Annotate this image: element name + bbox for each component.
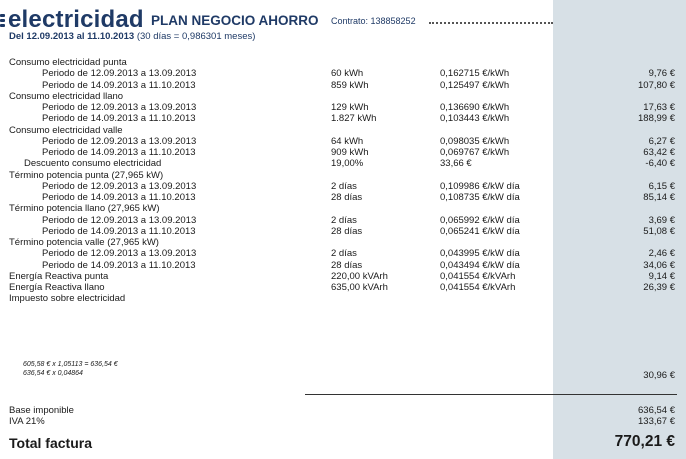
invoice-line — [0, 226, 686, 237]
line-amount: 9,14 € — [648, 270, 675, 282]
line-label: Consumo electricidad punta — [9, 57, 127, 68]
line-unit-price: 0,136690 €/kWh — [440, 102, 510, 113]
line-amount: 6,15 € — [648, 180, 675, 192]
page-title: electricidad — [8, 6, 144, 33]
invoice-line — [0, 215, 686, 226]
line-label: Consumo electricidad llano — [9, 90, 124, 102]
line-amount: 51,08 € — [643, 225, 675, 237]
line-unit-price: 33,66 € — [440, 158, 472, 170]
line-quantity: 859 kWh — [331, 79, 369, 91]
invoice-line — [0, 113, 686, 124]
base-imponible-label: Base imponible — [9, 405, 74, 416]
line-label: Descuento consumo electricidad — [24, 158, 162, 170]
tax-amount: 30,96 € — [643, 370, 675, 381]
line-label: Periodo de 12.09.2013 a 13.09.2013 — [42, 68, 197, 80]
line-unit-price: 0,125497 €/kWh — [440, 79, 510, 91]
line-unit-price: 0,103443 €/kWh — [440, 113, 510, 125]
invoice-line — [0, 102, 686, 113]
line-label: Periodo de 14.09.2013 a 11.10.2013 — [42, 259, 196, 271]
line-unit-price: 0,098035 €/kWh — [440, 135, 510, 147]
invoice-line — [0, 181, 686, 192]
line-amount: 2,46 € — [648, 248, 675, 260]
line-label: Periodo de 12.09.2013 a 13.09.2013 — [42, 180, 197, 192]
tax-amount-row — [0, 370, 686, 381]
line-unit-price: 0,109986 €/kW día — [440, 180, 520, 192]
line-quantity: 129 kWh — [331, 102, 369, 113]
invoice-line — [0, 293, 686, 304]
line-quantity: 2 días — [331, 214, 357, 226]
invoice-line — [0, 260, 686, 271]
invoice-line — [0, 192, 686, 203]
line-unit-price: 0,043494 €/kW día — [440, 259, 520, 271]
invoice-line — [0, 271, 686, 282]
line-amount: 188,99 € — [638, 113, 675, 125]
line-label: Energía Reactiva punta — [9, 270, 109, 282]
line-label: Periodo de 14.09.2013 a 11.10.2013 — [42, 113, 196, 125]
line-unit-price: 0,162715 €/kWh — [440, 68, 510, 80]
brand-mark-icon — [0, 14, 7, 28]
line-label: Periodo de 14.09.2013 a 11.10.2013 — [42, 225, 196, 237]
line-quantity: 909 kWh — [331, 147, 369, 158]
tax-formula-2: 636,54 € x 0,04864 — [23, 370, 83, 377]
total-label: Total factura — [9, 435, 92, 451]
line-unit-price: 0,043995 €/kW día — [440, 248, 520, 260]
line-label: Impuesto sobre electricidad — [9, 293, 126, 305]
invoice-line — [0, 57, 686, 68]
line-label: Periodo de 14.09.2013 a 11.10.2013 — [42, 192, 196, 203]
iva-value: 133,67 € — [638, 416, 675, 427]
invoice-line — [0, 125, 686, 136]
line-amount: 17,63 € — [643, 102, 675, 113]
invoice-line — [0, 80, 686, 91]
line-quantity: 64 kWh — [331, 135, 364, 147]
line-quantity: 19,00% — [331, 158, 364, 170]
line-quantity: 635,00 kVArh — [331, 282, 388, 293]
invoice-line — [0, 237, 686, 248]
line-quantity: 2 días — [331, 180, 357, 192]
line-amount: 34,06 € — [643, 259, 675, 271]
invoice-line — [0, 136, 686, 147]
invoice-line — [0, 158, 686, 169]
line-quantity: 60 kWh — [331, 68, 364, 80]
invoice-line — [0, 147, 686, 158]
line-unit-price: 0,069767 €/kWh — [440, 147, 510, 158]
line-amount: 85,14 € — [643, 192, 675, 203]
dotted-leader — [429, 22, 553, 24]
invoice-line — [0, 91, 686, 102]
total-row — [0, 432, 686, 452]
line-unit-price: 0,065992 €/kW día — [440, 214, 520, 226]
invoice-line — [0, 68, 686, 79]
line-label: Periodo de 14.09.2013 a 11.10.2013 — [42, 147, 196, 158]
line-label: Periodo de 12.09.2013 a 13.09.2013 — [42, 102, 197, 113]
line-amount: 3,69 € — [648, 214, 675, 226]
billing-period — [9, 31, 255, 42]
line-quantity: 220,00 kVArh — [331, 270, 388, 282]
line-quantity: 28 días — [331, 259, 363, 271]
line-label: Periodo de 12.09.2013 a 13.09.2013 — [42, 135, 197, 147]
invoice-line — [0, 282, 686, 293]
line-unit-price: 0,065241 €/kW día — [440, 225, 520, 237]
iva-row — [0, 416, 686, 427]
line-label: Término potencia llano (27,965 kW) — [9, 203, 160, 215]
line-amount: 107,80 € — [638, 79, 675, 91]
line-label: Periodo de 12.09.2013 a 13.09.2013 — [42, 248, 197, 260]
iva-label: IVA 21% — [9, 416, 45, 427]
line-label: Consumo electricidad valle — [9, 124, 123, 136]
line-quantity: 28 días — [331, 192, 363, 203]
line-amount: 6,27 € — [648, 135, 675, 147]
billing-period-dates: Del 12.09.2013 al 11.10.2013 — [9, 31, 135, 42]
billing-period-days: (30 días = 0,986301 meses) — [134, 31, 256, 42]
line-label: Periodo de 12.09.2013 a 13.09.2013 — [42, 214, 197, 226]
invoice-line — [0, 203, 686, 214]
line-label: Periodo de 14.09.2013 a 11.10.2013 — [42, 79, 196, 91]
plan-name: PLAN NEGOCIO AHORRO — [151, 13, 319, 28]
line-quantity: 2 días — [331, 248, 357, 260]
contract-number: Contrato: 138858252 — [331, 16, 416, 26]
base-imponible-row — [0, 405, 686, 416]
line-amount: 9,76 € — [648, 68, 675, 80]
line-label: Término potencia valle (27,965 kW) — [9, 237, 159, 248]
base-imponible-value: 636,54 € — [638, 405, 675, 416]
total-value: 770,21 € — [614, 433, 675, 450]
invoice-header — [0, 6, 686, 46]
invoice-line — [0, 170, 686, 181]
line-quantity: 1.827 kWh — [331, 113, 377, 125]
invoice-line — [0, 248, 686, 259]
summary-divider — [305, 394, 677, 395]
line-unit-price: 0,041554 €/kVArh — [440, 282, 516, 293]
line-quantity: 28 días — [331, 225, 363, 237]
line-label: Término potencia punta (27,965 kW) — [9, 169, 164, 181]
tax-formula-1: 605,58 € x 1,05113 = 636,54 € — [23, 361, 118, 368]
line-label: Energía Reactiva llano — [9, 282, 105, 293]
line-amount: 63,42 € — [643, 147, 675, 158]
line-unit-price: 0,041554 €/kVArh — [440, 270, 516, 282]
line-amount: -6,40 € — [645, 158, 675, 170]
line-amount: 26,39 € — [643, 282, 675, 293]
line-unit-price: 0,108735 €/kW día — [440, 192, 520, 203]
